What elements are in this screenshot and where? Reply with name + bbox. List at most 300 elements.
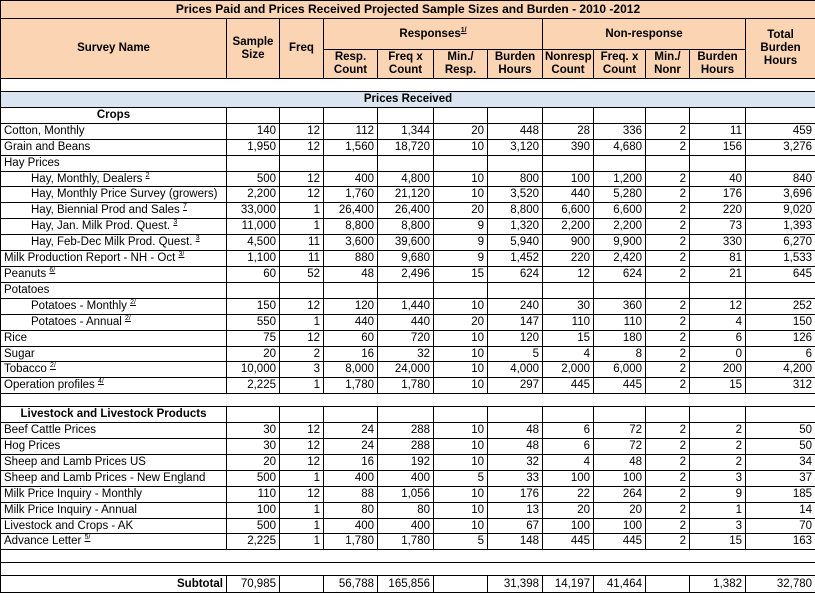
table-row (1, 203, 815, 219)
table-row (1, 298, 815, 314)
value-cell: 400 (324, 518, 378, 534)
value-cell: 67 (488, 518, 543, 534)
value-cell: 72 (594, 439, 646, 455)
value-cell: 459 (746, 123, 815, 139)
freq-header: Freq (280, 19, 324, 79)
value-cell (378, 155, 434, 171)
value-cell: 10 (434, 298, 488, 314)
footnote-ref: 3/ (178, 251, 185, 259)
value-cell: 21,120 (378, 187, 434, 203)
spacer-row (1, 79, 815, 92)
value-cell: 1,560 (324, 139, 378, 155)
value-cell (280, 155, 324, 171)
value-cell: 32 (488, 454, 543, 470)
value-cell: 2 (690, 454, 746, 470)
value-cell: 10 (434, 362, 488, 378)
value-cell: 2 (690, 423, 746, 439)
resp-count-header: Resp. Count (324, 50, 378, 79)
value-cell: 8,800 (488, 203, 543, 219)
table-row (1, 314, 815, 330)
survey-name: Advance Letter (4, 535, 82, 548)
value-cell: 4 (690, 314, 746, 330)
value-cell: 400 (324, 470, 378, 486)
value-cell: 48 (488, 439, 543, 455)
value-cell: 1 (280, 502, 324, 518)
value-cell: 288 (378, 439, 434, 455)
survey-name: Rice (4, 331, 28, 344)
section-prices-received: Prices Received (1, 92, 815, 108)
value-cell: 400 (378, 470, 434, 486)
value-cell: 2 (646, 266, 690, 282)
survey-name: Hay, Biennial Prod and Sales (31, 204, 180, 217)
footnote-ref: 2/ (50, 362, 56, 370)
value-cell: 445 (543, 378, 594, 394)
subtotal-value: 14,197 (543, 576, 594, 593)
value-cell: 10 (434, 518, 488, 534)
survey-name: Hay, Feb-Dec Milk Prod. Quest. (31, 236, 193, 249)
survey-name-cell (1, 378, 227, 394)
value-cell: 3 (690, 470, 746, 486)
value-cell: 336 (594, 123, 646, 139)
value-cell: 9,020 (746, 203, 815, 219)
value-cell: 2,200 (543, 219, 594, 235)
value-cell: 60 (324, 330, 378, 346)
value-cell: 800 (488, 171, 543, 187)
value-cell: 448 (488, 123, 543, 139)
nonresp-count-header: Nonresp Count (543, 50, 594, 79)
value-cell: 40 (690, 171, 746, 187)
value-cell: 390 (543, 139, 594, 155)
value-cell: 5,940 (488, 235, 543, 251)
value-cell: 12 (280, 171, 324, 187)
value-cell (746, 155, 815, 171)
survey-name-cell (1, 251, 227, 267)
value-cell (543, 155, 594, 171)
value-cell (488, 282, 543, 298)
crops-group-label: Crops (1, 107, 227, 123)
survey-name-cell (1, 171, 227, 187)
value-cell: 9 (434, 235, 488, 251)
survey-name: Sheep and Lamb Prices US (4, 455, 146, 468)
responses-label: Responses (399, 27, 461, 40)
value-cell: 2 (646, 171, 690, 187)
value-cell: 2 (646, 219, 690, 235)
value-cell: 6,600 (594, 203, 646, 219)
value-cell (324, 155, 378, 171)
subtotal-value: 32,780 (746, 576, 815, 593)
table-row (1, 439, 815, 455)
value-cell: 1,780 (378, 378, 434, 394)
min-nonr-header: Min./ Nonr (646, 50, 690, 79)
footnote-ref: 2 (145, 171, 150, 179)
survey-name: Hay Prices (4, 156, 60, 169)
value-cell: 176 (488, 486, 543, 502)
value-cell: 1 (280, 534, 324, 550)
value-cell (690, 155, 746, 171)
value-cell (746, 282, 815, 298)
value-cell: 9 (434, 219, 488, 235)
value-cell: 150 (227, 298, 280, 314)
value-cell: 220 (543, 251, 594, 267)
table-row (1, 266, 815, 282)
value-cell: 2 (646, 298, 690, 314)
value-cell (227, 282, 280, 298)
survey-name: Operation profiles (4, 379, 95, 392)
survey-name: Tobacco (4, 363, 47, 376)
survey-name-cell (1, 282, 227, 298)
value-cell: 624 (488, 266, 543, 282)
value-cell: 3,600 (324, 235, 378, 251)
table-row (1, 518, 815, 534)
value-cell: 12 (280, 486, 324, 502)
value-cell: 624 (594, 266, 646, 282)
value-cell: 192 (378, 454, 434, 470)
value-cell: 2 (646, 187, 690, 203)
value-cell: 3,120 (488, 139, 543, 155)
subtotal-value: 70,985 (227, 576, 280, 593)
value-cell: 9,680 (378, 251, 434, 267)
value-cell: 33 (488, 470, 543, 486)
value-cell: 1,760 (324, 187, 378, 203)
value-cell: 2 (646, 139, 690, 155)
value-cell: 1 (280, 378, 324, 394)
value-cell: 12 (280, 187, 324, 203)
survey-name-cell (1, 139, 227, 155)
value-cell: 3 (690, 518, 746, 534)
value-cell: 12 (280, 423, 324, 439)
nonresponse-header: Non-response (543, 19, 746, 50)
value-cell: 21 (690, 266, 746, 282)
value-cell: 14 (746, 502, 815, 518)
footnote-ref: 2/ (125, 314, 131, 322)
value-cell: 2 (646, 454, 690, 470)
value-cell: 1,056 (378, 486, 434, 502)
survey-name-cell (1, 502, 227, 518)
value-cell (280, 282, 324, 298)
value-cell: 220 (690, 203, 746, 219)
survey-name: Potatoes - Monthly (31, 299, 127, 312)
survey-name-cell (1, 470, 227, 486)
survey-name-cell (1, 235, 227, 251)
value-cell: 0 (690, 346, 746, 362)
value-cell: 12 (280, 330, 324, 346)
value-cell (646, 282, 690, 298)
value-cell: 6 (543, 439, 594, 455)
value-cell: 2 (646, 378, 690, 394)
survey-name: Milk Price Inquiry - Annual (4, 503, 137, 516)
value-cell: 20 (434, 203, 488, 219)
table-row (1, 282, 815, 298)
value-cell: 2 (646, 123, 690, 139)
survey-name: Hay, Monthly, Dealers (31, 172, 143, 185)
value-cell: 2 (646, 486, 690, 502)
value-cell: 6,600 (543, 203, 594, 219)
value-cell: 163 (746, 534, 815, 550)
value-cell: 147 (488, 314, 543, 330)
value-cell: 88 (324, 486, 378, 502)
table-row (1, 123, 815, 139)
value-cell: 50 (746, 439, 815, 455)
survey-name: Cotton, Monthly (4, 124, 85, 137)
table-row (1, 423, 815, 439)
survey-name-cell (1, 187, 227, 203)
value-cell (646, 155, 690, 171)
value-cell: 6,270 (746, 235, 815, 251)
value-cell (324, 282, 378, 298)
table-row (1, 139, 815, 155)
value-cell (227, 155, 280, 171)
value-cell: 100 (227, 502, 280, 518)
value-cell: 6 (746, 346, 815, 362)
value-cell: 12 (543, 266, 594, 282)
value-cell: 2 (646, 534, 690, 550)
value-cell: 8 (594, 346, 646, 362)
value-cell: 4,800 (378, 171, 434, 187)
value-cell: 10 (434, 330, 488, 346)
value-cell: 1 (280, 203, 324, 219)
value-cell: 120 (324, 298, 378, 314)
survey-name-cell (1, 439, 227, 455)
value-cell: 2 (646, 346, 690, 362)
value-cell: 11 (280, 235, 324, 251)
survey-name-cell (1, 330, 227, 346)
value-cell: 20 (227, 346, 280, 362)
value-cell: 840 (746, 171, 815, 187)
value-cell: 645 (746, 266, 815, 282)
value-cell: 110 (594, 314, 646, 330)
value-cell: 1 (280, 314, 324, 330)
value-cell: 148 (488, 534, 543, 550)
value-cell (594, 282, 646, 298)
value-cell (594, 155, 646, 171)
value-cell: 5,280 (594, 187, 646, 203)
value-cell: 176 (690, 187, 746, 203)
value-cell: 2 (646, 314, 690, 330)
value-cell: 24,000 (378, 362, 434, 378)
value-cell: 3,520 (488, 187, 543, 203)
value-cell: 50 (746, 423, 815, 439)
value-cell: 4,680 (594, 139, 646, 155)
survey-name: Sugar (4, 347, 35, 360)
value-cell: 445 (594, 534, 646, 550)
table-row (1, 378, 815, 394)
value-cell: 150 (746, 314, 815, 330)
table-row (1, 171, 815, 187)
value-cell: 2 (646, 423, 690, 439)
subtotal-value (280, 576, 324, 593)
sample-size-header: Sample Size (227, 19, 280, 79)
value-cell: 252 (746, 298, 815, 314)
value-cell: 39,600 (378, 235, 434, 251)
survey-name: Beef Cattle Prices (4, 424, 97, 437)
value-cell: 1,950 (227, 139, 280, 155)
total-burden-header: Total Burden Hours (746, 19, 815, 79)
table-row (1, 534, 815, 550)
survey-name-cell (1, 518, 227, 534)
value-cell: 10,000 (227, 362, 280, 378)
value-cell: 240 (488, 298, 543, 314)
value-cell: 3,276 (746, 139, 815, 155)
value-cell: 2 (646, 330, 690, 346)
value-cell: 2,000 (543, 362, 594, 378)
table-row (1, 362, 815, 378)
survey-name: Peanuts (4, 267, 47, 280)
value-cell: 72 (594, 423, 646, 439)
burden-hours-nonresp-header: Burden Hours (690, 50, 746, 79)
value-cell: 2,200 (594, 219, 646, 235)
value-cell: 11 (690, 123, 746, 139)
footnote-ref: 7 (182, 203, 187, 211)
table-row (1, 346, 815, 362)
survey-name: Milk Price Inquiry - Monthly (4, 487, 143, 500)
value-cell: 2,200 (227, 187, 280, 203)
subtotal-label: Subtotal (1, 576, 227, 593)
table-row (1, 330, 815, 346)
value-cell: 330 (690, 235, 746, 251)
value-cell: 8,000 (324, 362, 378, 378)
value-cell: 12 (280, 123, 324, 139)
value-cell: 4,200 (746, 362, 815, 378)
value-cell: 3,696 (746, 187, 815, 203)
survey-name-cell (1, 298, 227, 314)
value-cell: 48 (488, 423, 543, 439)
value-cell: 100 (543, 518, 594, 534)
value-cell: 10 (434, 502, 488, 518)
value-cell (434, 282, 488, 298)
responses-footnote: 1/ (460, 26, 467, 34)
value-cell: 80 (378, 502, 434, 518)
value-cell: 2 (646, 502, 690, 518)
value-cell: 112 (324, 123, 378, 139)
survey-name: Potatoes (4, 283, 50, 296)
table-row (1, 454, 815, 470)
burden-hours-header: Burden Hours (488, 50, 543, 79)
value-cell: 2 (646, 439, 690, 455)
value-cell: 48 (594, 454, 646, 470)
value-cell: 2 (646, 470, 690, 486)
value-cell: 28 (543, 123, 594, 139)
value-cell: 9 (434, 251, 488, 267)
survey-name-cell (1, 346, 227, 362)
value-cell: 26,400 (324, 203, 378, 219)
value-cell: 2,496 (378, 266, 434, 282)
value-cell: 1,780 (324, 378, 378, 394)
value-cell: 10 (434, 378, 488, 394)
survey-name-cell (1, 423, 227, 439)
value-cell: 500 (227, 171, 280, 187)
value-cell: 1,200 (594, 171, 646, 187)
value-cell: 4 (543, 346, 594, 362)
value-cell: 360 (594, 298, 646, 314)
survey-name: Livestock and Crops - AK (4, 519, 134, 532)
value-cell: 70 (746, 518, 815, 534)
value-cell: 8,800 (378, 219, 434, 235)
survey-name-cell (1, 534, 227, 550)
value-cell: 12 (280, 439, 324, 455)
survey-name: Sheep and Lamb Prices - New England (4, 471, 206, 484)
survey-name-cell (1, 314, 227, 330)
value-cell: 900 (543, 235, 594, 251)
subtotal-value: 41,464 (594, 576, 646, 593)
subtotal-value (434, 576, 488, 593)
value-cell: 2 (646, 362, 690, 378)
table-row (1, 187, 815, 203)
freq-x-count-nonresp-header: Freq. x Count (594, 50, 646, 79)
value-cell: 1,100 (227, 251, 280, 267)
value-cell: 400 (378, 518, 434, 534)
value-cell: 15 (690, 378, 746, 394)
value-cell: 11,000 (227, 219, 280, 235)
survey-name: Hog Prices (4, 440, 61, 453)
value-cell: 2 (690, 439, 746, 455)
spacer-row (1, 550, 815, 563)
value-cell: 264 (594, 486, 646, 502)
value-cell: 100 (594, 518, 646, 534)
subtotal-value: 56,788 (324, 576, 378, 593)
value-cell: 10 (434, 454, 488, 470)
value-cell: 73 (690, 219, 746, 235)
subtotal-value: 1,382 (690, 576, 746, 593)
survey-name: Grain and Beans (4, 140, 91, 153)
value-cell: 10 (434, 423, 488, 439)
value-cell: 126 (746, 330, 815, 346)
spacer-row (1, 563, 815, 576)
value-cell: 445 (543, 534, 594, 550)
value-cell: 100 (543, 470, 594, 486)
value-cell: 1,780 (378, 534, 434, 550)
livestock-group-label: Livestock and Livestock Products (1, 407, 227, 423)
value-cell: 18,720 (378, 139, 434, 155)
value-cell (378, 282, 434, 298)
value-cell: 297 (488, 378, 543, 394)
table-row (1, 155, 815, 171)
value-cell: 2 (646, 235, 690, 251)
value-cell: 100 (594, 470, 646, 486)
value-cell (543, 282, 594, 298)
value-cell: 30 (227, 439, 280, 455)
value-cell: 400 (324, 171, 378, 187)
subtotal-value: 165,856 (378, 576, 434, 593)
value-cell: 1 (280, 219, 324, 235)
value-cell: 12 (280, 454, 324, 470)
value-cell: 34 (746, 454, 815, 470)
value-cell: 60 (227, 266, 280, 282)
value-cell: 1,452 (488, 251, 543, 267)
value-cell: 4,500 (227, 235, 280, 251)
value-cell: 75 (227, 330, 280, 346)
value-cell: 10 (434, 486, 488, 502)
value-cell: 30 (543, 298, 594, 314)
survey-name-cell (1, 362, 227, 378)
value-cell: 440 (378, 314, 434, 330)
footnote-ref: 3 (173, 219, 178, 227)
value-cell: 9,900 (594, 235, 646, 251)
table-row (1, 486, 815, 502)
value-cell: 2 (646, 518, 690, 534)
value-cell: 11 (280, 251, 324, 267)
value-cell: 24 (324, 439, 378, 455)
value-cell (690, 282, 746, 298)
survey-name-cell (1, 219, 227, 235)
survey-name: Milk Production Report - NH - Oct (4, 252, 176, 265)
survey-name-cell (1, 155, 227, 171)
value-cell: 288 (378, 423, 434, 439)
value-cell: 4 (543, 454, 594, 470)
footnote-ref: 6/ (49, 267, 56, 275)
value-cell: 6 (690, 330, 746, 346)
value-cell: 26,400 (378, 203, 434, 219)
value-cell: 16 (324, 454, 378, 470)
